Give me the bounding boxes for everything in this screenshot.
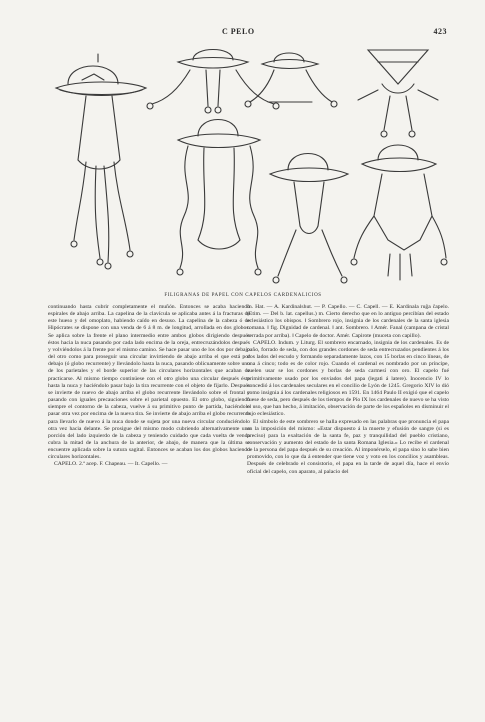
running-title: C PELO: [222, 27, 255, 36]
left-paragraph: continuando hasta cubrir completamente el muñón. Entonces se acaba haciendo espirales de abajo arriba. La capelina de la clavícula se aplicaba antes á la fracturas de este hueso y del omoplato, habiendo caído en desuso. La capelina de la cabeza ó de Hipócrates se dispone con una venda de 6 á 8 m. de longitud, arrollada en dos globos. Se aplica sobre la frente el plano intermedio entre ambos globos dirigiendo después éstos hacia la nuca pasando por cada lado encima de la oreja, entrecruzándolos después y volviéndolos á la frente por el mismo camino. Se hace pasar uno de los dos por debajo del otro como para proseguir una circular invirtiendo de abajo arriba el que está por debajo (ó globo recurrente) y llevándolo hasta la nuca, pasando oblicuamente sobre uno de los parietales y el borde superior de las circulares horizontales que acaban de practicarse. Al mismo tiempo continúese con el otro globo una circular después éste hasta la nuca y haciéndolo pasar bajo la tira recurrente con el objeto de fijarlo. Después se invierte de nuevo de abajo arriba el globo recurrente llevándolo sobre el frontal y pasando con iguales precauciones sobre el parietal opuesto. El otro globo, siguiendo siempre el contorno de la cabeza, vuelve á su primitivo punto de partida, haciéndolo pasar otra vez por encima de la nueva tira. Se invierte de abajo arriba el globo recurrente para llevarlo de nuevo á la nuca donde se sujeta por una nueva circular conduciéndolo otra vez hacia delante. Se prosigue del mismo modo cubriendo alternativamente una porción del lado izquierdo de la cabeza y teniendo cuidado que cada vuelta de venda cubra la mitad de la anchura de la anterior, de abajo, de manera que la última se encuentre aplicada sobre la sutura sagital. Entonces se acaban los dos globos haciendo circulares horizontales.: [48, 304, 250, 461]
cardinal-hats-drawing: [38, 40, 448, 290]
right-paragraph: In. Hat. — A. Kardinalshut. — P. Capello. — C. Capell. — E. Kardinala ruĝa ĉapelo. (Etim. — Del b. lat. capellus.) m. Cierto derecho que en lo antiguo percibían del estado eclesiástico los obispos. ‖ Sombrero rojo, insignia de los cardenales de la santa iglesia romana. ‖ fig. Dignidad de cardenal. ‖ ant. Sombrero. ‖ Amér. Fanal (campana de cristal cerrada por arriba). ‖ Capelo de doctor. Amér. Capirote (muceta con capillo).: [247, 304, 449, 339]
right-paragraph: El símbolo de este sombrero se halla expresado en las palabras que pronuncia el papa en la imposición del mismo: «Estar dispuesto á la muerte y efusión de sangre (si es preciso) para la exaltación de la santa fe, paz y tranquilidad del pueblo cristiano, conservación y aumento del estado de la santa Romana Iglesia.» Lo recibe el cardenal de la persona del papa después de su creación. Al imponérselo, el papa sino lo sabe bien promovido, con lo que da á entender que tiene voz y voto en los concilios y asambleas. Después de celebrado el consistorio, el papa en la tarde de aquel día, hace el envío oficial del capelo, con aparato, al palacio del: [247, 418, 449, 475]
figure-caption: FILIGRANAS DE PAPEL CON CAPELOS CARDENALICIOS: [164, 293, 322, 298]
hat-shield-right: [351, 145, 447, 280]
hat-curly-cords: [177, 120, 261, 276]
hat-flat-top-right: [245, 53, 337, 107]
right-column: [247, 304, 449, 476]
hat-triangle-right: [358, 50, 438, 137]
hat-small-tassels: [147, 50, 279, 114]
page-number: 423: [433, 27, 447, 36]
page-header: [40, 27, 447, 37]
left-paragraph-entry: CAPELO. 2.ª acep. F. Chapeau. — It. Capello. —: [54, 461, 168, 468]
left-column: [48, 304, 250, 469]
hat-wide-brim: [56, 54, 146, 269]
hat-right-middle: [270, 154, 348, 284]
filigree-illustration: [38, 40, 448, 290]
right-paragraph: CAPELO. Indum. y Liturg. El sombrero encarnado, insignia de los cardenales. Es de paño, forrado de seda, con dos grandes cordones de seda entrecruzados pendientes á los dos lados del escudo y formando separadamente lazos, con 15 borlas en cinco líneas, de una á cinco; todo es de color rojo. Cuando el cardenal es nombrado por un príncipe, suelen usar se los cordones y borlas de seda carmesí con oro. El capelo fué primitivamente usado por los enviados del papa (legati á latere). Inocencio IV lo concedió á los cardenales seculares en el concilio de Lyón de 1245. Gregorio XIV lo dió como insignia á los cardenales religiosos en 1591. En 1464 Paulo II exigió que el capelo fuese de seda, pero después de los tiempos de Pío IX los cardenales de nuevo se ha visto el uso, que han hecho, á imitación, observación de parte de los españoles en disminuir el lujo eclesiástico.: [247, 339, 449, 418]
